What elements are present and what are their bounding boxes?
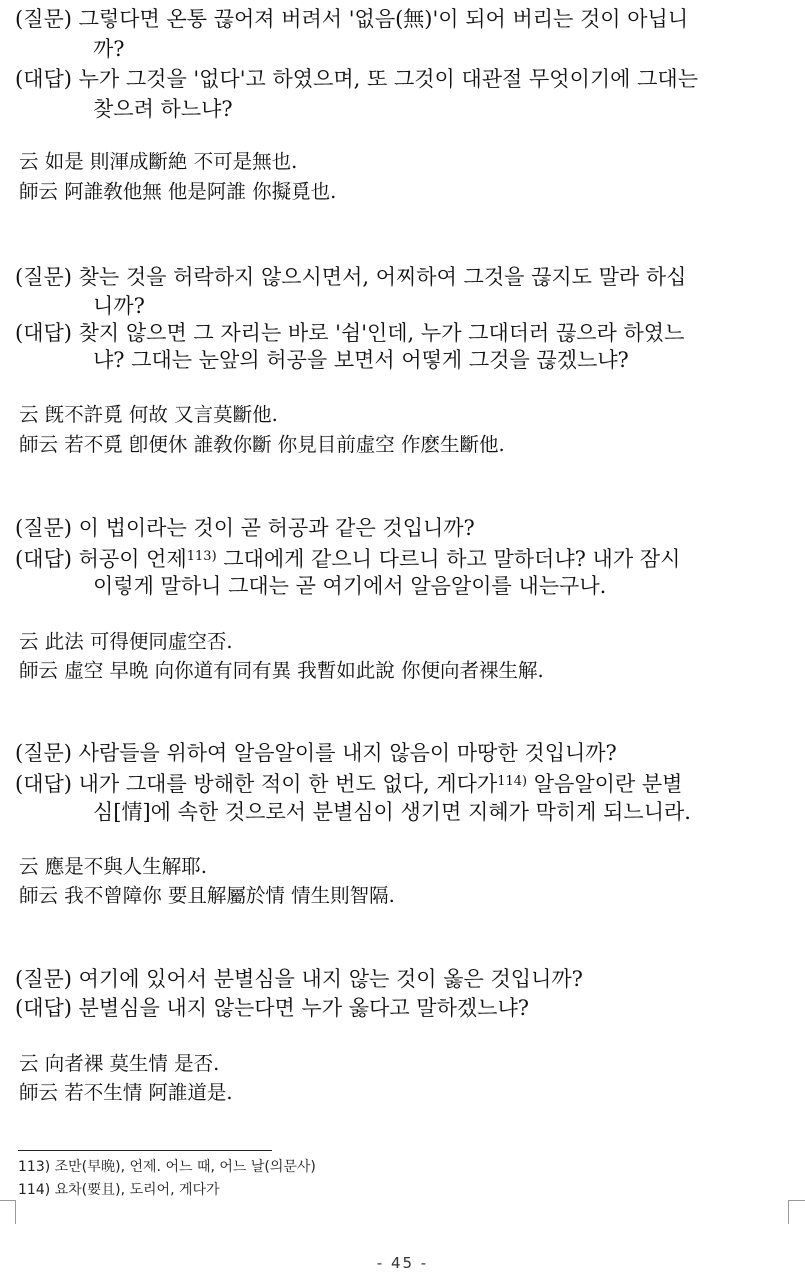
hanja-answer: 師云 阿誰敎他無 他是阿誰 你擬覓也. (19, 180, 337, 203)
question-line: (질문) 사람들을 위하여 알음알이를 내지 않음이 마땅한 것입니까? (15, 741, 617, 765)
hanja-answer: 師云 若不覓 卽便休 誰敎你斷 你見目前虛空 作麽生斷他. (19, 433, 505, 456)
answer-line (15, 767, 682, 799)
question-line: (질문) 여기에 있어서 분별심을 내지 않는 것이 옳은 것입니까? (15, 967, 583, 991)
question-line: 니까? (93, 294, 145, 318)
crop-mark (788, 1200, 805, 1201)
hanja-question: 云 應是不與人生解耶. (19, 855, 207, 878)
hanja-question: 云 如是 則渾成斷絶 不可是無也. (19, 150, 298, 173)
crop-mark (15, 1200, 16, 1224)
footnote-ref: 113) (186, 549, 217, 564)
footnote-divider (18, 1150, 272, 1151)
answer-line: 찾으려 하느냐? (93, 97, 233, 121)
answer-text: (대답) 허공이 언제 (15, 547, 187, 571)
answer-text: (대답) 내가 그대를 방해한 적이 한 번도 없다, 게다가 (15, 772, 498, 796)
crop-mark (788, 1200, 789, 1224)
footnote: 114) 요차(要且), 도리어, 게다가 (18, 1182, 220, 1198)
answer-line: (대답) 분별심을 내지 않는다면 누가 옳다고 말하겠느냐? (15, 996, 529, 1020)
answer-text: 그대에게 같으니 다르니 하고 말하더냐? 내가 잠시 (223, 547, 681, 571)
answer-line: 이렇게 말하니 그대는 곧 여기에서 알음알이를 내는구나. (93, 574, 607, 598)
hanja-answer: 師云 虛空 早晩 向你道有同有異 我暫如此說 你便向者裸生解. (19, 659, 544, 682)
hanja-question: 云 此法 可得便同虛空否. (19, 630, 233, 653)
question-line: (질문) 찾는 것을 허락하지 않으시면서, 어찌하여 그것을 끊지도 말라 하십 (15, 265, 687, 289)
hanja-question: 云 旣不許覓 何故 又言莫斷他. (19, 403, 278, 426)
question-line: (질문) 그렇다면 온통 끊어져 버려서 '없음(無)'이 되어 버리는 것이 아닙니 (15, 7, 689, 31)
answer-line: 냐? 그대는 눈앞의 허공을 보면서 어떻게 그것을 끊겠느냐? (93, 348, 629, 372)
question-line: (질문) 이 법이라는 것이 곧 허공과 같은 것입니까? (15, 516, 475, 540)
answer-text: 알음알이란 분별 (533, 772, 683, 796)
hanja-answer: 師云 若不生情 阿誰道是. (19, 1081, 233, 1104)
crop-mark (0, 1200, 16, 1201)
hanja-question: 云 向者裸 莫生情 是否. (19, 1052, 220, 1075)
footnote: 113) 조만(早晩), 언제. 어느 때, 어느 날(의문사) (18, 1159, 316, 1175)
page-number: - 45 - (376, 1254, 429, 1272)
answer-line: (대답) 찾지 않으면 그 자리는 바로 '쉼'인데, 누가 그대더러 끊으라 하였느 (15, 321, 685, 345)
answer-line: (대답) 누가 그것을 '없다'고 하였으며, 또 그것이 대관절 무엇이기에 그대는 (15, 67, 698, 91)
footnote-ref: 114) (497, 774, 528, 789)
question-line: 까? (93, 37, 125, 61)
answer-line (15, 542, 680, 574)
answer-line: 심[情]에 속한 것으로서 분별심이 생기면 지혜가 막히게 되느니라. (93, 800, 691, 824)
hanja-answer: 師云 我不曾障你 要且解屬於情 情生則智隔. (19, 884, 395, 907)
